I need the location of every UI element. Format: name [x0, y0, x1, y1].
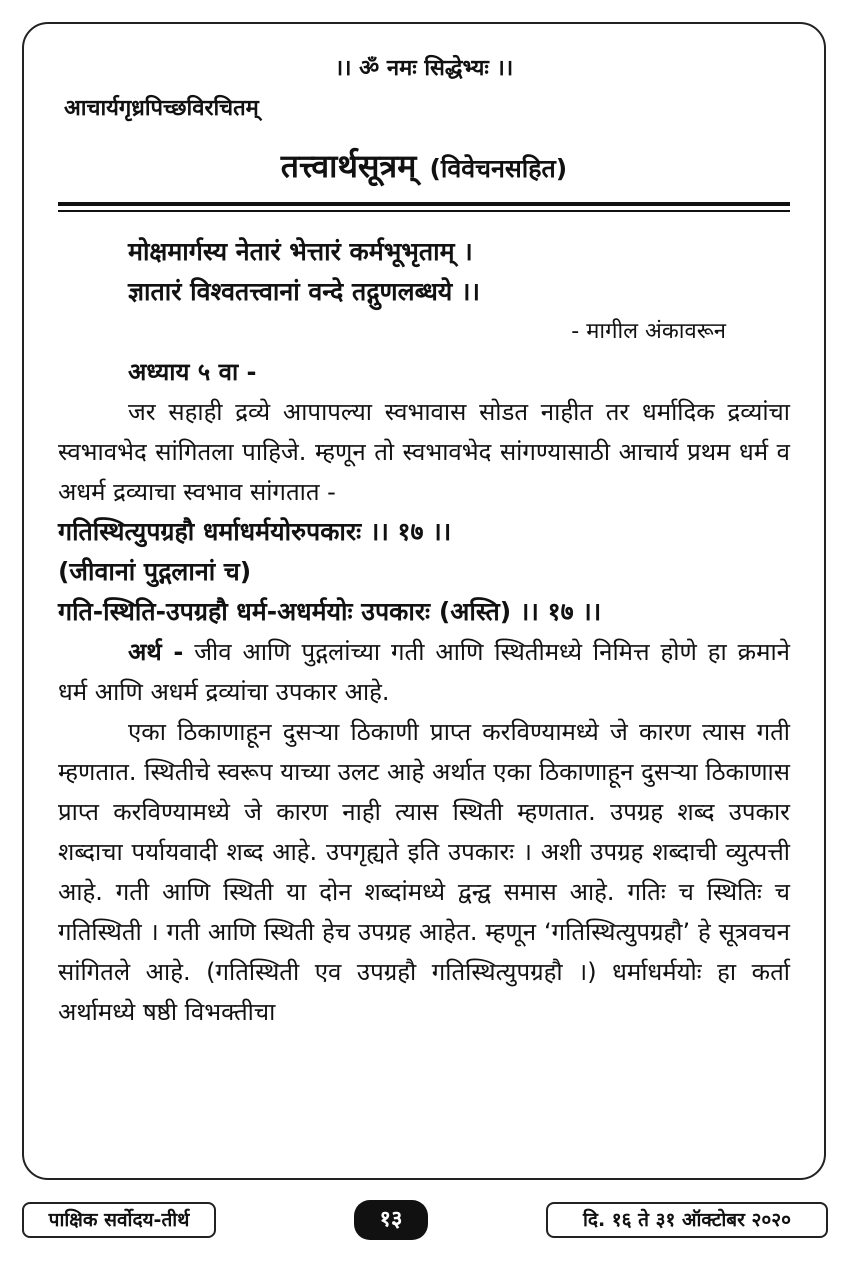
- chapter-heading: अध्याय ५ वा -: [128, 358, 257, 386]
- sutra-supplement: (जीवानां पुद्गलानां च): [58, 557, 252, 586]
- meaning-label: अर्थ -: [128, 638, 184, 666]
- page-content: [58, 24, 790, 1178]
- title-divider-thick: [58, 202, 790, 206]
- page-subtitle: (विवेचनसहित): [429, 154, 568, 183]
- invocation-line: ।। ॐ नमः सिद्धेभ्यः ।।: [334, 56, 514, 81]
- verse-line-2: ज्ञातारं विश्वतत्त्वानां वन्दे तद्गुणलब्धये ।।: [128, 277, 480, 306]
- page-title: तत्त्वार्थसूत्रम्: [280, 147, 417, 185]
- title-divider-thin: [58, 210, 790, 212]
- sutra-main: गतिस्थित्युपग्रहौ धर्माधर्मयोरुपकारः ।। १७ ।।: [58, 517, 452, 546]
- intro-paragraph: जर सहाही द्रव्ये आपापल्या स्वभावास सोडत नाहीत तर धर्मादिक द्रव्यांचा स्वभावभेद सांगितला पाहिजे. म्हणून तो स्वभावभेद सांगण्यासाठी आचार्य प्रथम धर्म व अधर्म द्रव्याचा स्वभाव सांगतात -: [58, 398, 790, 506]
- verse-source: - मागील अंकावरून: [571, 319, 726, 344]
- sutra-split: गति-स्थिति-उपग्रहौ धर्म-अधर्मयोः उपकारः (अस्ति) ।। १७ ।।: [58, 597, 602, 626]
- author-line: आचार्यगृध्रपिच्छविरचितम्: [64, 96, 259, 121]
- explanation-paragraph: एका ठिकाणाहून दुसऱ्या ठिकाणी प्राप्त करविण्यामध्ये जे कारण त्यास गती म्हणतात. स्थितीचे स्वरूप याच्या उलट आहे अर्थात एका ठिकाणाहून दुसऱ्या ठिकाणास प्राप्त करविण्यामध्ये जे कारण नाही त्यास स्थिती म्हणतात. उपग्रह शब्द उपकार शब्दाचा पर्यायवादी शब्द आहे. उपगृह्यते इति उपकारः । अशी उपग्रह शब्दाची व्युत्पत्ती आहे. गती आणि स्थिती या दोन शब्दांमध्ये द्वन्द्व समास आहे. गतिः च स्थितिः च गतिस्थिती । गती आणि स्थिती हेच उपग्रह आहेत. म्हणून ‘गतिस्थित्युपग्रहौ’ हे सूत्रवचन सांगितले आहे. (गतिस्थिती एव उपग्रहौ गतिस्थित्युपग्रहौ ।) धर्माधर्मयोः हा कर्ता अर्थामध्ये षष्ठी विभक्तीचा: [58, 718, 790, 1026]
- meaning-paragraph: [58, 632, 790, 712]
- title-row: [58, 144, 790, 187]
- page-frame: [22, 22, 826, 1180]
- issue-date: दि. १६ ते ३१ ऑक्टोबर २०२०: [546, 1202, 828, 1238]
- verse-line-1: मोक्षमार्गस्य नेतारं भेत्तारं कर्मभूभृताम् ।: [128, 237, 473, 266]
- meaning-text: जीव आणि पुद्गलांच्या गती आणि स्थितीमध्ये निमित्त होणे हा क्रमाने धर्म आणि अधर्म द्रव्यांचा उपकार आहे.: [58, 638, 790, 706]
- article-body: [58, 232, 790, 1032]
- publication-name: पाक्षिक सर्वोदय-तीर्थ: [22, 1202, 216, 1238]
- page-number: १३: [354, 1200, 428, 1240]
